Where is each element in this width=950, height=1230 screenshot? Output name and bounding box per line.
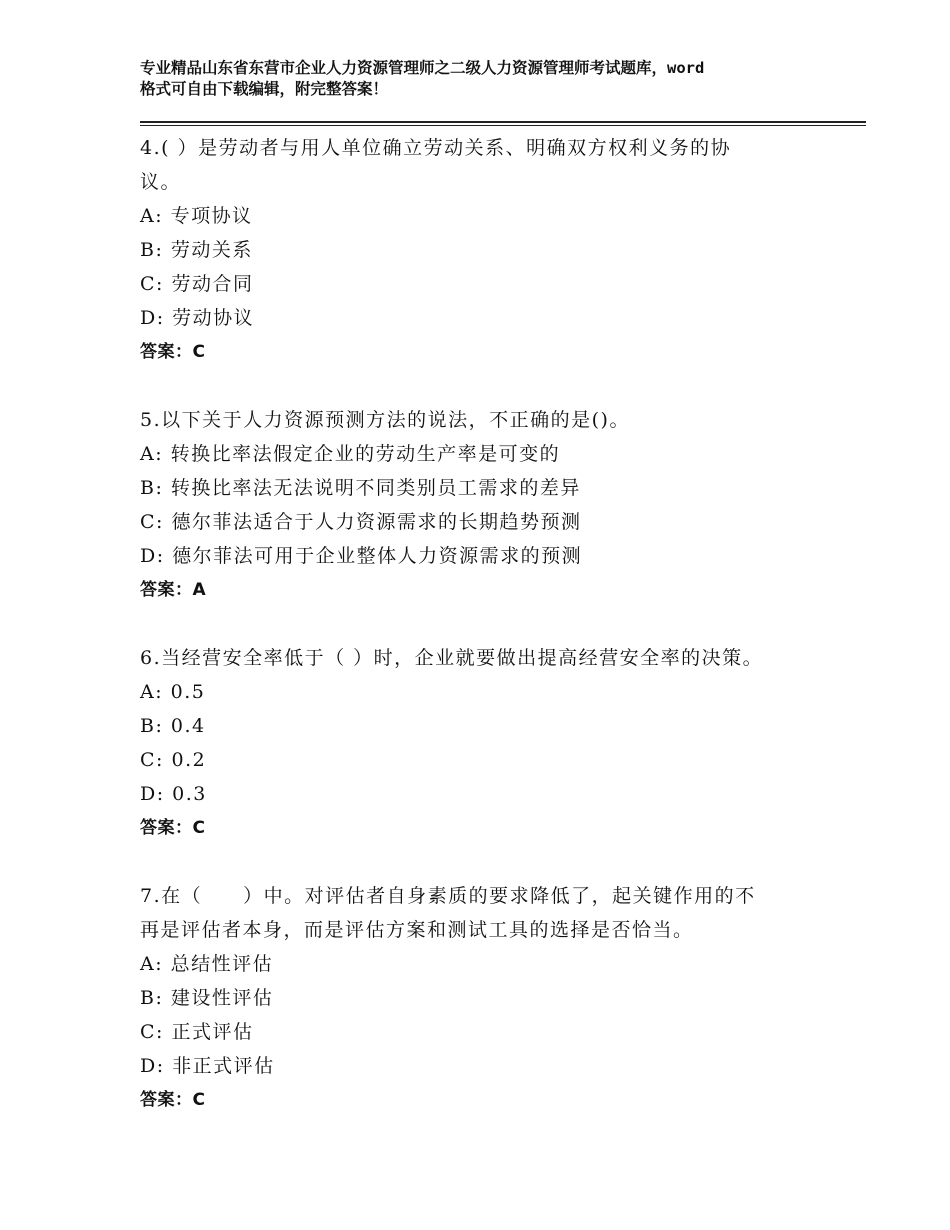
answer-line: 答案：C [140, 1090, 206, 1110]
question-stem-line: 6.当经营安全率低于（ ）时，企业就要做出提高经营安全率的决策。 [140, 647, 764, 669]
option-c: C: 0.2 [140, 749, 207, 771]
option-b: B: 建设性评估 [140, 987, 274, 1009]
question-stem-line: 5.以下关于人力资源预测方法的说法，不正确的是()。 [140, 409, 630, 431]
answer-line: 答案：C [140, 342, 206, 362]
option-a: A: 总结性评估 [140, 953, 274, 975]
option-c: C: 正式评估 [140, 1021, 254, 1043]
question-stem-line: 4.( ）是劳动者与用人单位确立劳动关系、明确双方权利义务的协 [140, 137, 732, 159]
option-a: A: 转换比率法假定企业的劳动生产率是可变的 [140, 443, 561, 465]
option-c: C: 劳动合同 [140, 273, 254, 295]
header-rule-thick [140, 121, 866, 123]
question-stem-line: 再是评估者本身，而是评估方案和测试工具的选择是否恰当。 [140, 919, 694, 941]
header-rule-thin [140, 125, 866, 126]
option-d: D: 德尔菲法可用于企业整体人力资源需求的预测 [140, 545, 583, 567]
answer-line: 答案：A [140, 580, 207, 600]
question-4 [140, 131, 840, 369]
option-b: B: 转换比率法无法说明不同类别员工需求的差异 [140, 477, 581, 499]
question-5 [140, 403, 840, 607]
question-7 [140, 879, 840, 1117]
header-line-2: 格式可自由下载编辑，附完整答案！ [140, 80, 389, 98]
question-stem-line: 7.在（ ）中。对评估者自身素质的要求降低了，起关键作用的不 [140, 885, 756, 907]
option-d: D: 劳动协议 [140, 307, 255, 329]
header-line-1: 专业精品山东省东营市企业人力资源管理师之二级人力资源管理师考试题库，word [140, 59, 705, 77]
option-a: A: 专项协议 [140, 205, 253, 227]
option-b: B: 0.4 [140, 715, 206, 737]
option-d: D: 0.3 [140, 783, 207, 805]
option-d: D: 非正式评估 [140, 1055, 275, 1077]
option-a: A: 0.5 [140, 681, 206, 703]
question-list [140, 131, 840, 1151]
option-c: C: 德尔菲法适合于人力资源需求的长期趋势预测 [140, 511, 582, 533]
question-6 [140, 641, 840, 845]
document-header [140, 58, 830, 100]
option-b: B: 劳动关系 [140, 239, 253, 261]
question-stem-line: 议。 [140, 171, 182, 193]
answer-line: 答案：C [140, 818, 206, 838]
